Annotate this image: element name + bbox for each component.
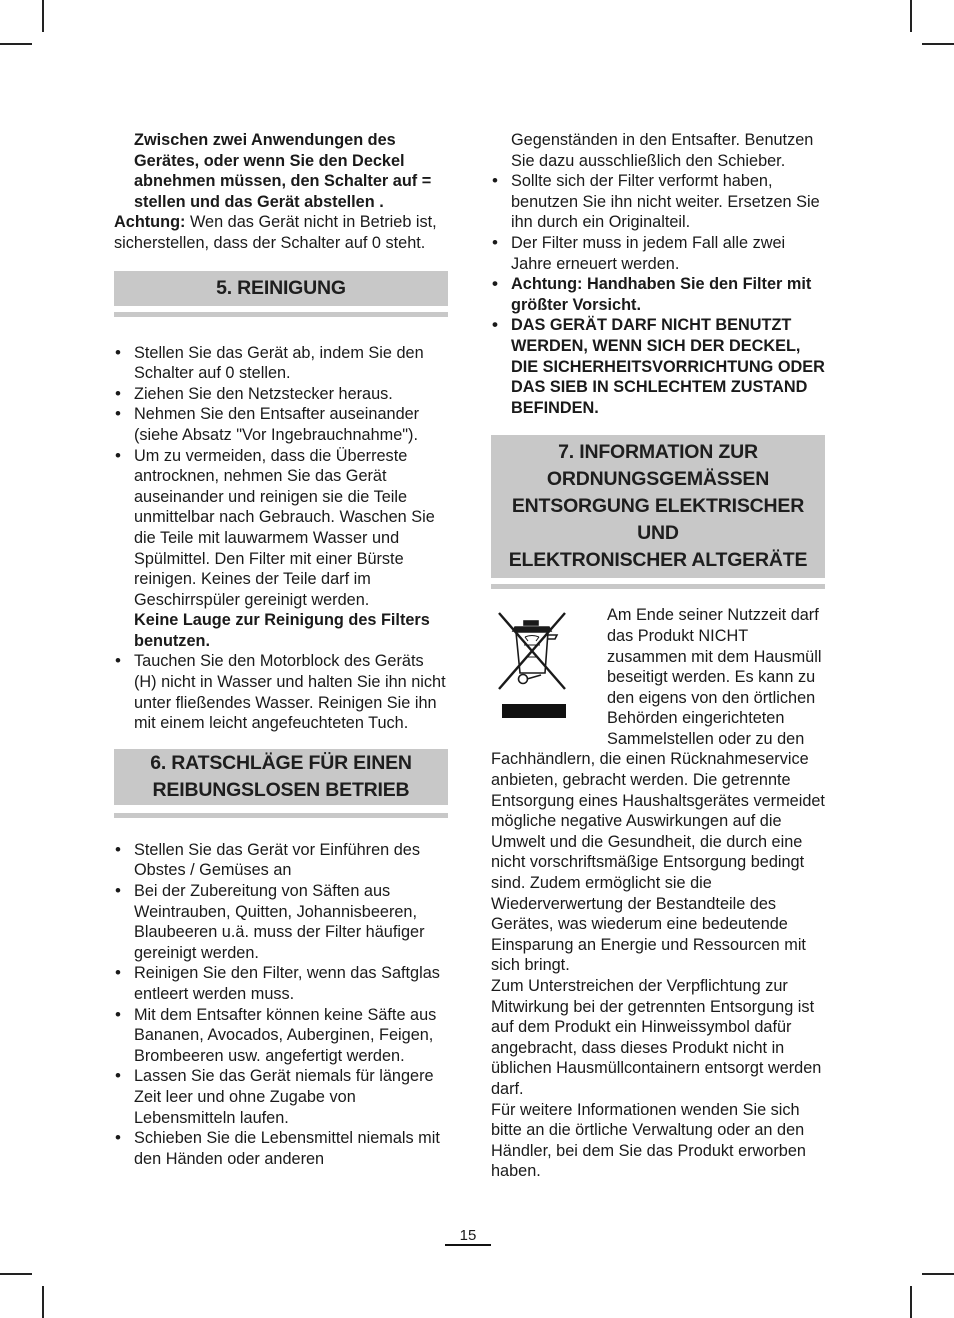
crop-mark: [910, 1286, 912, 1318]
crop-mark: [0, 1273, 32, 1275]
disposal-section: [491, 605, 825, 1182]
list-item: • Bei der Zubereitung von Säften aus Weintrauben, Quitten, Johannisbeeren, Blaubeeren u.ä. muss der Filter häufiger gereinigt werden.: [114, 881, 448, 963]
list-item: • DAS GERÄT DARF NICHT BENUTZT WERDEN, WENN SICH DER DECKEL, DIE SICHERHEITSVORRICHTUNG ODER DAS SIEB IN SCHLECHTEM ZUSTAND BEFINDEN.: [491, 315, 825, 418]
page-number-underline: [445, 1244, 491, 1246]
warning-bold-text: Keine Lauge zur Reinigung des Filters benutzen.: [134, 611, 430, 650]
section-5-title: 5. REINIGUNG: [216, 276, 346, 299]
section-7-title-line: 7. INFORMATION ZUR: [558, 441, 758, 464]
list-item: • Schieben Sie die Lebensmittel niemals mit den Händen oder anderen: [114, 1128, 448, 1169]
crop-mark: [42, 1286, 44, 1318]
caution-paragraph: [114, 212, 448, 253]
crossed-out-wheelie-bin-icon: [493, 607, 587, 725]
crop-mark: [910, 0, 912, 32]
crop-mark: [922, 43, 954, 45]
right-column: [491, 130, 825, 1182]
left-column: [114, 130, 448, 1169]
list-item: • Der Filter muss in jedem Fall alle zwei Jahre erneuert werden.: [491, 233, 825, 274]
caution-label: Achtung:: [114, 213, 186, 232]
section-6-title-line: REIBUNGSLOSEN BETRIEB: [152, 778, 410, 801]
intro-bold-text: Zwischen zwei Anwendungen des Gerätes, oder wenn Sie den Deckel abnehmen müssen, den Schalter auf = stellen und das Gerät abstellen .: [134, 131, 432, 211]
section-5-header: [114, 271, 448, 306]
list-item: • Lassen Sie das Gerät niemals für längere Zeit leer und ohne Zugabe von Lebensmitteln laufen.: [114, 1066, 448, 1128]
list-item: • Nehmen Sie den Entsafter auseinander (siehe Absatz "Vor Ingebrauchnahme").: [114, 404, 448, 445]
crop-mark: [42, 0, 44, 32]
disposal-paragraph: Zum Unterstreichen der Verpflichtung zur Mitwirkung bei der getrennten Entsorgung ist auf dem Produkt ein Hinweissymbol dafür angebracht, dass dieses Produkt nicht in üblichen Hausmüllcontainern entsorgt werden darf.: [491, 977, 822, 1098]
disposal-paragraph: Für weitere Informationen wenden Sie sich bitte an die örtliche Verwaltung oder an den Händler, bei dem Sie das Produkt erworben haben.: [491, 1100, 806, 1181]
list-item: • Reinigen Sie den Filter, wenn das Saftglas entleert werden muss.: [114, 963, 448, 1004]
tips-list: [114, 840, 448, 1170]
continuation-text: Gegenständen in den Entsafter. Benutzen Sie dazu ausschließlich den Schieber.: [511, 131, 814, 170]
list-item-text: Um zu vermeiden, dass die Überreste antrocknen, nehmen Sie das Gerät auseinander und reinigen sie die Teile unmittelbar nach Gebrauch. Waschen Sie die Teile mit lauwarmem Wasser und Spülmittel. Den Filter mit einer Bürste reinigen. Keines der Teile darf im Geschirrspüler gereinigt werden.: [134, 446, 435, 609]
filter-list: [491, 171, 825, 418]
section-6-title-line: 6. RATSCHLÄGE FÜR EINEN: [150, 751, 412, 774]
page-number: 15: [459, 1227, 477, 1244]
crop-mark: [0, 43, 32, 45]
section-7-title-line: ENTSORGUNG ELEKTRISCHER UND: [511, 495, 805, 545]
list-item: • Sollte sich der Filter verformt haben, benutzen Sie ihn nicht weiter. Ersetzen Sie ihn durch ein Originalteil.: [491, 171, 825, 233]
list-item: • Stellen Sie das Gerät ab, indem Sie den Schalter auf 0 stellen.: [114, 343, 448, 384]
section-7-title-line: ELEKTRONISCHER ALTGERÄTE: [508, 549, 808, 572]
cleaning-list: [114, 343, 448, 734]
crop-mark: [922, 1273, 954, 1275]
caution-text: Wen das Gerät nicht in Betrieb ist, sicherstellen, dass der Schalter auf 0 steht.: [114, 213, 437, 252]
list-item: • Achtung: Handhaben Sie den Filter mit größter Vorsicht.: [491, 274, 825, 315]
section-6-header: [114, 749, 448, 805]
list-item: • Tauchen Sie den Motorblock des Geräts (H) nicht in Wasser und halten Sie ihn nicht unter fließendes Wasser. Reinigen Sie ihn mit einem leicht angefeuchteten Tuch.: [114, 651, 448, 733]
list-item: [114, 446, 448, 652]
section-7-title-line: ORDNUNGSGEMÄSSEN: [546, 468, 770, 491]
list-item: • Ziehen Sie den Netzstecker heraus.: [114, 384, 448, 405]
list-item: • Mit dem Entsafter können keine Säfte aus Bananen, Avocados, Auberginen, Feigen, Brombeeren usw. angefertigt werden.: [114, 1005, 448, 1067]
disposal-paragraph: Am Ende seiner Nutzzeit darf das Produkt NICHT zusammen mit dem Hausmüll beseitigt werden. Es kann zu den eigens von den örtlichen Behörden eingerichteten Sammelstellen oder zu den Fachhändlern, die einen Rücknahmeservice anbieten, gebracht werden. Die getrennte Entsorgung eines Haushaltsgerätes vermeidet mögliche negative Auswirkungen auf die Umwelt und die Gesundheit, die durch eine nicht vorschriftsmäßige Entsorgung bedingt sind. Zudem ermöglicht sie die Wiederverwertung der Bestandteile des Gerätes, was wiederum eine bedeutende Einsparung an Energie und Ressourcen mit sich bringt.: [491, 606, 825, 975]
list-item: • Stellen Sie das Gerät vor Einführen des Obstes / Gemüses an: [114, 840, 448, 881]
section-7-header: [491, 435, 825, 578]
